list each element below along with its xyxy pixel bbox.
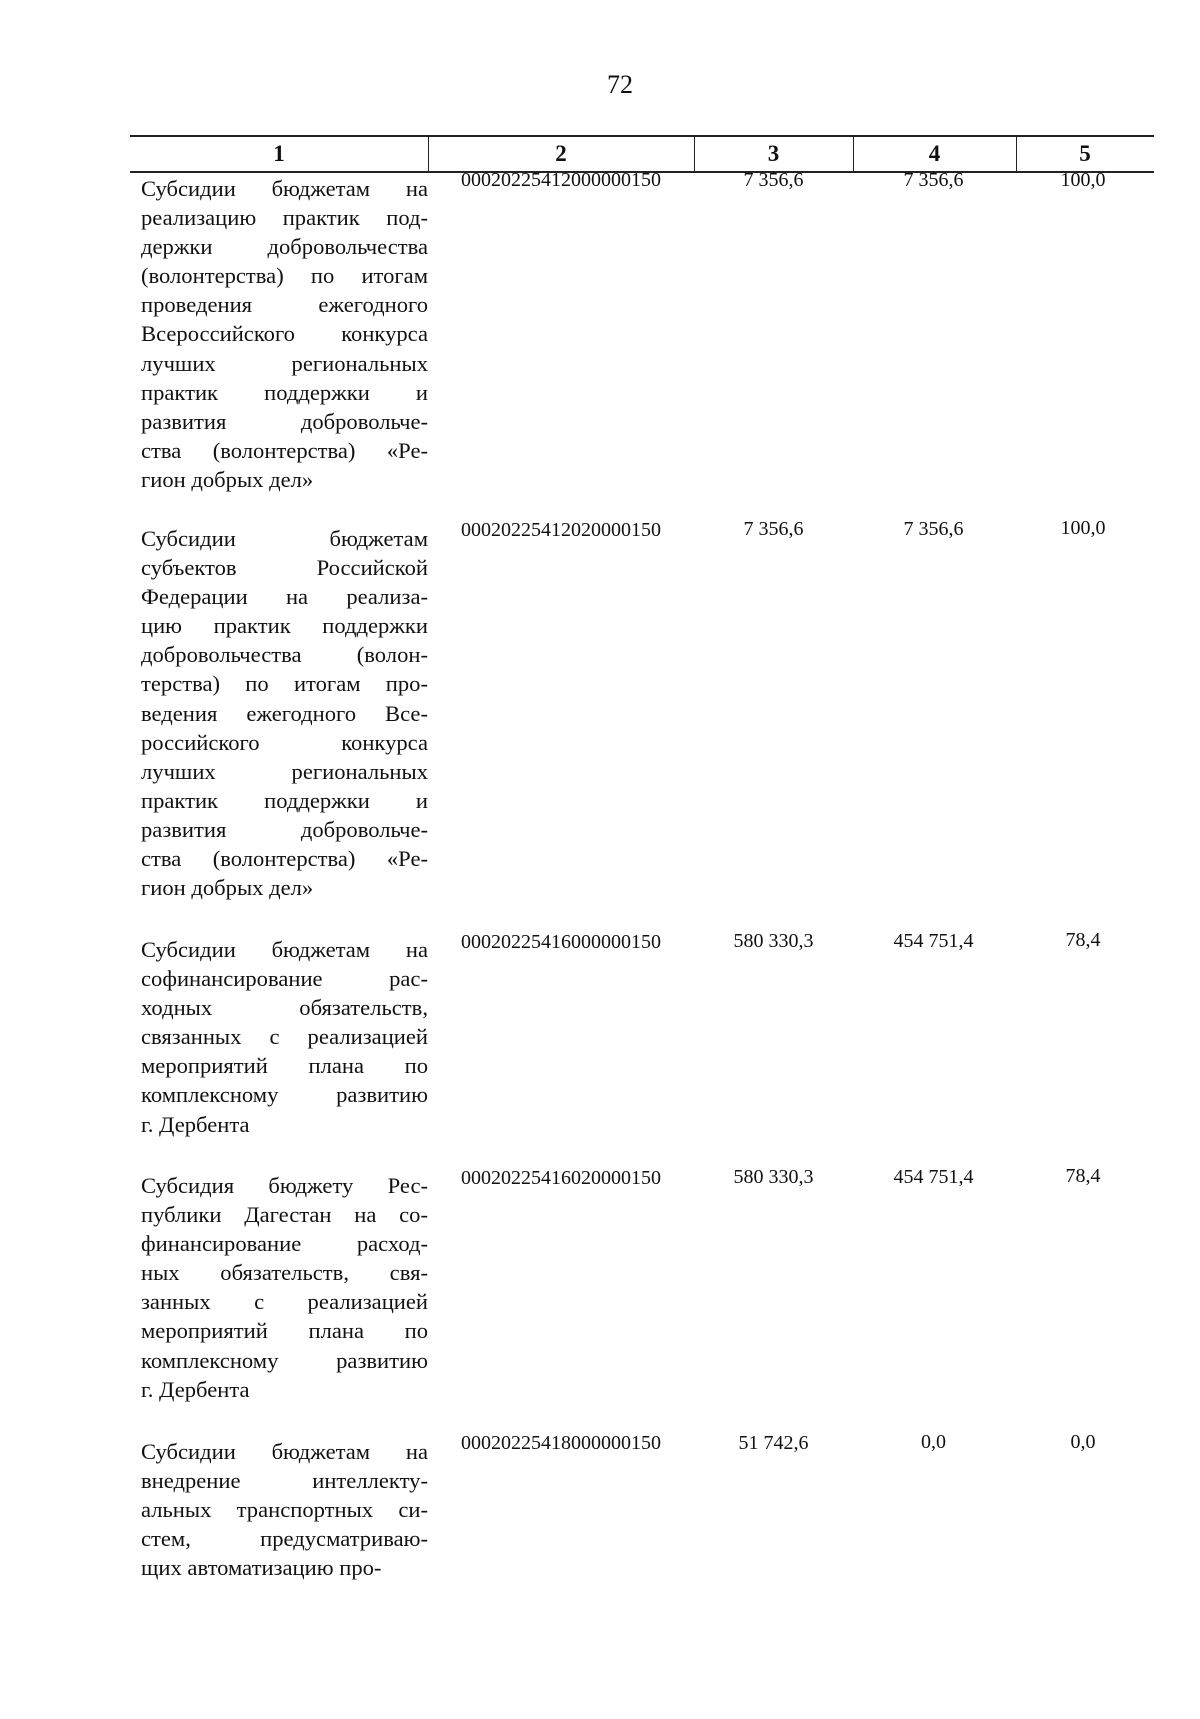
column-header-3: 3	[767, 141, 780, 166]
description-line: мероприятий плана по	[141, 1318, 428, 1344]
row-description	[141, 1437, 428, 1582]
column-5-value: 100,0	[1060, 169, 1106, 191]
description-line: внедрение интеллекту-	[141, 1468, 428, 1494]
description-line: софинансирование рас-	[141, 966, 428, 992]
description-line: связанных с реализацией	[141, 1024, 428, 1050]
column-4-value: 454 751,4	[893, 930, 974, 952]
description-line: проведения ежегодного	[141, 292, 428, 318]
budget-code: 00020225412020000150	[461, 519, 661, 541]
description-line: ных обязательств, свя-	[141, 1260, 428, 1286]
description-line: держки добровольчества	[141, 234, 428, 260]
description-line: добровольчества (волон-	[141, 642, 428, 668]
description-line: (волонтерства) по итогам	[141, 263, 428, 289]
budget-code: 00020225416020000150	[461, 1167, 661, 1189]
description-line: стем, предусматриваю-	[141, 1526, 428, 1552]
column-header-1: 1	[273, 141, 285, 166]
row-description	[141, 524, 428, 902]
description-line: субъектов Российской	[141, 555, 428, 581]
description-line: практик поддержки и	[141, 787, 428, 813]
budget-code: 00020225416000000150	[461, 931, 661, 953]
row-description	[141, 1171, 428, 1404]
description-line: Федерации на реализа-	[141, 584, 428, 610]
description-line: финансирование расход-	[141, 1231, 428, 1257]
description-line: развития добровольче-	[141, 408, 428, 434]
description-line: Всероссийского конкурса	[141, 321, 428, 347]
description-line: Субсидии бюджетам на	[141, 1439, 428, 1464]
description-line: российского конкурса	[141, 729, 428, 755]
description-line: щих автоматизацию про-	[141, 1555, 382, 1581]
description-line: реализацию практик под-	[141, 205, 428, 231]
description-line: мероприятий плана по	[141, 1053, 428, 1079]
column-4-value: 7 356,6	[903, 518, 964, 540]
description-line: ства (волонтерства) «Ре-	[141, 846, 428, 872]
column-3-value: 580 330,3	[733, 1166, 814, 1188]
description-line: альных транспортных си-	[141, 1497, 428, 1523]
description-line: Субсидия бюджету Рес-	[141, 1173, 428, 1198]
description-line: занных с реализацией	[141, 1289, 428, 1315]
description-line: гион добрых дел»	[141, 466, 314, 492]
description-line: г. Дербента	[141, 1376, 250, 1402]
column-3-value: 7 356,6	[743, 518, 804, 540]
column-3-value: 51 742,6	[738, 1432, 809, 1454]
description-line: развития добровольче-	[141, 816, 428, 842]
column-header-2: 2	[555, 141, 567, 166]
budget-table	[130, 135, 1154, 1581]
column-4-value: 7 356,6	[903, 169, 964, 191]
description-line: практик поддержки и	[141, 379, 428, 405]
description-line: лучших региональных	[141, 350, 428, 376]
column-4-value: 0,0	[921, 1431, 946, 1453]
column-5-value: 78,4	[1065, 1165, 1101, 1187]
table-header	[130, 135, 1154, 173]
description-line: г. Дербента	[141, 1111, 250, 1137]
description-line: Субсидии бюджетам	[141, 526, 428, 551]
column-5-value: 100,0	[1060, 517, 1106, 539]
column-5-value: 0,0	[1070, 1431, 1096, 1453]
column-header-5: 5	[1079, 141, 1091, 166]
column-3-value: 580 330,3	[733, 930, 814, 952]
description-line: ства (волонтерства) «Ре-	[141, 437, 428, 463]
budget-code: 00020225418000000150	[461, 1432, 661, 1454]
column-3-value: 7 356,6	[743, 169, 804, 191]
budget-code: 00020225412000000150	[461, 169, 661, 191]
description-line: Субсидии бюджетам на	[141, 937, 428, 962]
row-description	[141, 174, 428, 494]
description-line: комплексному развитию	[141, 1082, 428, 1108]
description-line: Субсидии бюджетам на	[141, 176, 428, 201]
description-line: комплексному развитию	[141, 1347, 428, 1373]
description-line: гион добрых дел»	[141, 875, 314, 901]
description-line: лучших региональных	[141, 758, 428, 784]
page-number: 72	[607, 70, 633, 99]
column-4-value: 454 751,4	[893, 1166, 974, 1188]
description-line: ведения ежегодного Все-	[141, 700, 428, 726]
description-line: ходных обязательств,	[141, 995, 428, 1021]
column-header-4: 4	[928, 141, 941, 166]
row-description	[141, 935, 428, 1139]
description-line: публики Дагестан на со-	[141, 1202, 428, 1228]
description-line: терства) по итогам про-	[141, 671, 428, 697]
column-5-value: 78,4	[1065, 929, 1101, 951]
description-line: цию практик поддержки	[141, 613, 428, 639]
